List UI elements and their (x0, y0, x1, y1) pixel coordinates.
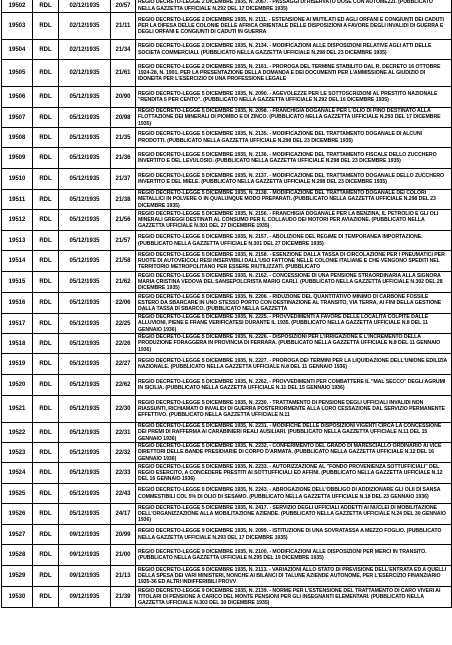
act-date: 09/12/1935 (59, 545, 111, 566)
table-row (2, 314, 452, 334)
act-type: RDL (33, 87, 59, 108)
act-type: RDL (33, 463, 59, 484)
act-code: 21/35 (111, 128, 136, 148)
act-date: 05/12/1935 (59, 375, 111, 396)
act-date: 05/12/1935 (59, 354, 111, 375)
act-code: 22/33 (111, 463, 136, 484)
act-code: 20/57 (111, 0, 136, 13)
act-code: 22/43 (111, 484, 136, 504)
act-type: RDL (33, 128, 59, 148)
table-row (2, 396, 452, 423)
act-description: REGIO DECRETO-LEGGE 5 DICEMBRE 1935, N. 2225. - PROVVEDIMENTI A FAVORE DELLE LOCALITA COLPITE DALLE ALLUVIONI, PIENE E FRANE VERIFICATESI DURANTE IL 1935. (PUBBLICATO NELLA GAZZETTA UFFICIALE N.8 DEL 11 GENNAIO 1936) (136, 314, 452, 334)
act-type: RDL (33, 251, 59, 272)
act-code: 21/36 (111, 148, 136, 169)
act-date: 09/12/1935 (59, 566, 111, 587)
act-type: RDL (33, 587, 59, 608)
act-type: RDL (33, 566, 59, 587)
act-date: 05/12/1935 (59, 463, 111, 484)
record-number: 19528 (2, 545, 33, 566)
record-number: 19523 (2, 443, 33, 463)
act-description: REGIO DECRETO-LEGGE 5 DICEMBRE 1935, N. 2136. - MODIFICAZIONE DEL TRATTAMENTO FISCALE DELLO ZUCCHERO INVERTITO E DEL LEVULOSIO. (PUBBLICATO NELLA GAZZETTA UFFICIALE N.298 DEL 23 DICEMBRE 1935) (136, 148, 452, 169)
table-row (2, 545, 452, 566)
act-type: RDL (33, 108, 59, 128)
record-number: 19519 (2, 354, 33, 375)
decree-table (1, 0, 452, 608)
table-row (2, 354, 452, 375)
act-code: 21/00 (111, 545, 136, 566)
act-date: 05/12/1935 (59, 423, 111, 443)
act-code: 20/98 (111, 108, 136, 128)
record-number: 19504 (2, 40, 33, 60)
act-date: 05/12/1935 (59, 443, 111, 463)
act-description: REGIO DECRETO-LEGGE 9 DICEMBRE 1935, N. 2099. - ISTITUZIONE DI UNA SOVRATASSA A MEZZO FOGLIO. (PUBBLICATO NELLA GAZZETTA UFFICIALE N.293 DEL 17 DICEMBRE 1935) (136, 525, 452, 545)
act-description: REGIO DECRETO-LEGGE 9 DICEMBRE 1935, N. 2139. - NORME PER L'ESTENSIONE DEL TRATTAMENTO DI CARO VIVERI AI TITOLARI DI PENSIONE A CARICO DEL MONTE PENSIONI PER GLI INSEGNANTI ELEMENTARI. (PUBBLICATO NELLA GAZZETTA UFFICIALE N.303 DEL 30 DICEMBRE 1935) (136, 587, 452, 608)
act-type: RDL (33, 272, 59, 293)
act-description: REGIO DECRETO-LEGGE 5 DICEMBRE 1935, N. 2090. - AGEVOLEZZE PER LE SOTTOSCRIZIONI AL PRESTITO NAZIONALE "RENDITA 5 PER CENTO". (PUBBLICATO NELLA GAZZETTA UFFICIALE N.292 DEL 16 DICEMBRE 1935) (136, 87, 452, 108)
act-description: REGIO DECRETO-LEGGE 5 DICEMBRE 1935, N. 2157. - ABOLIZIONE DEL REGIME DI TEMPORANEA IMPORTAZIONE. (PUBBLICATO NELLA GAZZETTA UFFICIALE N.301 DEL 27 DICEMBRE 1935) (136, 231, 452, 251)
record-number: 19516 (2, 293, 33, 314)
act-code: 22/31 (111, 423, 136, 443)
table-row (2, 484, 452, 504)
record-number: 19507 (2, 108, 33, 128)
table-row (2, 40, 452, 60)
record-number: 19502 (2, 0, 33, 13)
act-code: 21/57 (111, 231, 136, 251)
record-number: 19524 (2, 463, 33, 484)
table-row (2, 334, 452, 354)
act-date: 05/12/1935 (59, 210, 111, 231)
table-row (2, 463, 452, 484)
act-type: RDL (33, 334, 59, 354)
act-date: 02/12/1935 (59, 60, 111, 87)
act-description: REGIO DECRETO-LEGGE 5 DICEMBRE 1935, N. 2158. - ESENZIONE DALLA TASSA DI CIRCOLAZIONE PER I PNEUMATICI PER RUOTE DI AUTOVEICOLI RESI INSERVIBILI DALL'USO FATTONE NELLE COLONIE ITALIANE E CHE VENGONO SPEDITI NEL TERRITORIO METROPOLITANO PER ESSERE RIUTILIZZATI. (PUBBLICATO (136, 251, 452, 272)
act-description: REGIO DECRETO-LEGGE 2 DICEMBRE 1935, N. 2111. - ESTENSIONE AI MUTILATI ED AGLI ORFANI E CONGIUNTI DEI CADUTI PER LA DIFESA DELLE COLONIE DELLE AFRICA ORIENTALE DELLE DISPOSIZIONI A FAVORE DEGLI INVALIDI DI GUERRA E DEGLI ORFANI E CONGIUNTI DI CADUTI IN GUERRA (136, 13, 452, 40)
record-number: 19514 (2, 251, 33, 272)
table-row (2, 587, 452, 608)
act-date: 05/12/1935 (59, 128, 111, 148)
act-description: REGIO DECRETO-LEGGE 5 DICEMBRE 1935, N. 2226. - DISPOSIZIONI PER L'IRRIGAZIONE E L'INCREMENTO DELLA PRODUZIONE FORAGGERA IN PROVINCIA DI FERRARA. (PUBBLICATO NELLA GAZZETTA UFFICIALE N.8 DEL 11 GENNAIO 1936) (136, 334, 452, 354)
record-number: 19529 (2, 566, 33, 587)
act-code: 21/38 (111, 190, 136, 210)
act-code: 22/62 (111, 375, 136, 396)
act-date: 09/12/1935 (59, 525, 111, 545)
act-description: REGIO DECRETO-LEGGE 5 DICEMBRE 1935, N. 2227. - PROROGA DEI TERMINI PER LA LIQUIDAZIONE DELL'UNIONE EDILIZIA NAZIONALE. (PUBBLICATO NELLA GAZZETTA UFFICIALE N.8 DEL 11 GENNAIO 1936) (136, 354, 452, 375)
act-date: 05/12/1935 (59, 190, 111, 210)
act-date: 05/12/1935 (59, 87, 111, 108)
table-row (2, 566, 452, 587)
act-code: 21/34 (111, 40, 136, 60)
table-row (2, 13, 452, 40)
act-type: RDL (33, 231, 59, 251)
act-date: 05/12/1935 (59, 314, 111, 334)
act-type: RDL (33, 148, 59, 169)
table-row (2, 272, 452, 293)
act-type: RDL (33, 484, 59, 504)
table-row (2, 525, 452, 545)
record-number: 19527 (2, 525, 33, 545)
act-type: RDL (33, 375, 59, 396)
record-number: 19510 (2, 169, 33, 190)
act-code: 21/56 (111, 210, 136, 231)
table-row (2, 231, 452, 251)
record-number: 19522 (2, 423, 33, 443)
record-number: 19518 (2, 334, 33, 354)
act-code: 22/26 (111, 334, 136, 354)
act-description: REGIO DECRETO-LEGGE 5 DICEMBRE 1935, N. 2156. - FRANCHIGIA DOGANALE PER LA BENZINA, IL PETROLIO E GLI OLI MINERALI GREGGI DESTINATI AL CONSUMO PER IL COLLAUDO DEI MOTORI PER AVIAZIONE. (PUBBLICATO NELLA GAZZETTA UFFICIALE N.301 DEL 27 DICEMBRE 1935) (136, 210, 452, 231)
act-date: 05/12/1935 (59, 396, 111, 423)
act-type: RDL (33, 354, 59, 375)
record-number: 19508 (2, 128, 33, 148)
record-number: 19525 (2, 484, 33, 504)
record-number: 19517 (2, 314, 33, 334)
record-number: 19515 (2, 272, 33, 293)
act-description: REGIO DECRETO-LEGGE 5 DICEMBRE 1935, N. 2137. - MODIFICAZIONE DEL TRATTAMENTO DOGANALE DELLO ZUCCHERO INVERTITO E DEL MIELE. (PUBBLICATO NELLA GAZZETTA UFFICIALE N.298 DEL 23 DICEMBRE 1935) (136, 169, 452, 190)
record-number: 19513 (2, 231, 33, 251)
table-row (2, 210, 452, 231)
table-row (2, 60, 452, 87)
record-number: 19503 (2, 13, 33, 40)
table-row (2, 87, 452, 108)
act-description: REGIO DECRETO-LEGGE 5 DICEMBRE 1935, N. 2138. - MODIFICAZIONE DEL TRATTAMENTO DOGANALE DEI COLORI METALLICI IN POLVERE O IN QUALUNQUE MODO PREPARATI. (PUBBLICATO NELLA GAZZETTA UFFICIALE N.298 DEL 23 DICEMBRE 1935) (136, 190, 452, 210)
table-row (2, 443, 452, 463)
act-type: RDL (33, 293, 59, 314)
act-description: REGIO DECRETO-LEGGE 9 DICEMBRE 1935, N. 2113. - VARIAZIONI ALLO STATO DI PREVISIONE DELL'ENTRATA ED A QUELLI DELLA SPESA DEI VARI MINISTERI, NONCHE AI BILANCI DI TALUNE AZIENDE AUTONOME, PER L'ESERCIZIO FINANZIARIO 1935-36 ED ALTRI INDIFFERIBILI PROVV (136, 566, 452, 587)
record-number: 19530 (2, 587, 33, 608)
act-code: 22/27 (111, 354, 136, 375)
act-description: REGIO DECRETO-LEGGE 5 DICEMBRE 1935, N. 2135. - MODIFICAZIONE DEL TRATTAMENTO DOGANALE DI ALCUNI PRODOTTI. (PUBBLICATO NELLA GAZZETTA UFFICIALE N.298 DEL 23 DICEMBRE 1935) (136, 128, 452, 148)
act-code: 21/61 (111, 60, 136, 87)
act-type: RDL (33, 545, 59, 566)
record-number: 19520 (2, 375, 33, 396)
table-row (2, 251, 452, 272)
act-date: 05/12/1935 (59, 251, 111, 272)
act-description: REGIO DECRETO-LEGGE 2 DICEMBRE 1935, N. 2067. - PASSAGGI DI RISERVATO DOSE CON AUTOMEZZI. (PUBBLICATO NELLA GAZZETTA UFFICIALE N.292 DEL 17 DICEMBRE 1935) (136, 0, 452, 13)
table-row (2, 293, 452, 314)
act-code: 22/25 (111, 314, 136, 334)
act-type: RDL (33, 190, 59, 210)
act-code: 21/58 (111, 251, 136, 272)
act-description: REGIO DECRETO-LEGGE 5 DICEMBRE 1935, N. 2233. - AUTORIZZAZIONE AL "FONDO PROVENIENZA SOTTUFFICIALI" DEL REGIO ESERCITO, A CONCEDERE PRESTITI AI SOTTUFFICIALI ED AFFINI. (PUBBLICATO NELLA GAZZETTA UFFICIALE N.12 DEL 16 GENNAIO 1936) (136, 463, 452, 484)
act-type: RDL (33, 525, 59, 545)
record-number: 19505 (2, 60, 33, 87)
act-date: 05/12/1935 (59, 108, 111, 128)
act-description: REGIO DECRETO-LEGGE 5 DICEMBRE 1935, N. 2243. - ABROGAZIONE DELL'OBBLIGO DI ADDIZIONARE GLI OLII DI SANSA COMMESTIBILI COL 5% DI OLIO DI SESAMO. (PUBBLICATO NELLA GAZZETTA UFFICIALE N.18 DEL 23 GENNAIO 1936) (136, 484, 452, 504)
act-code: 20/99 (111, 525, 136, 545)
table-row (2, 0, 452, 13)
act-description: REGIO DECRETO-LEGGE 5 DICEMBRE 1935, N. 2230. - TRATTAMENTO DI PENSIONE DEGLI UFFICIALI INVALIDI NON RIASSUNTI, RICHIAMATI O INVALIDI DI GUERRA POSTERIORMENTE ALLA LORO CESSAZIONE DAL SERVIZIO PERMANENTE EFFETTIVO. (PUBBLICATO NELLA GAZZETTA UFFICIALE N.11 (136, 396, 452, 423)
act-description: REGIO DECRETO-LEGGE 2 DICEMBRE 1935, N. 2134. - MODIFICAZIONI ALLE DISPOSIZIONI RELATIVE AGLI ATTI DELLE SOCIETA COMMERCIALI. (PUBBLICATO NELLA GAZZETTA UFFICIALE N.298 DEL 23 DICEMBRE 1935) (136, 40, 452, 60)
act-type: RDL (33, 169, 59, 190)
act-date: 05/12/1935 (59, 169, 111, 190)
act-description: REGIO DECRETO-LEGGE 5 DICEMBRE 1935, N. 2417. - SERVIZIO DEGLI UFFICIALI ADDETTI AI NUCLEI DI MOBILITAZIONE DELL'ORGANIZZAZIONE ALLA MOBILITAZIONE AZIENDE. (PUBBLICATO NELLA GAZZETTA UFFICIALE N.24 DEL 30 GENNAIO 1936) (136, 504, 452, 525)
record-number: 19506 (2, 87, 33, 108)
act-type: RDL (33, 423, 59, 443)
record-number: 19509 (2, 148, 33, 169)
act-type: RDL (33, 504, 59, 525)
act-type: RDL (33, 443, 59, 463)
act-type: RDL (33, 210, 59, 231)
act-code: 20/90 (111, 87, 136, 108)
table-row (2, 504, 452, 525)
table-row (2, 128, 452, 148)
act-description: REGIO DECRETO-LEGGE 2 DICEMBRE 1935, N. 2161. - PROROGA DEL TERMINE STABILITO DAL R. DECRETO 16 OTTOBRE 1924-28, N. 1901, PER LA PRESENTAZIONE DELLA DOMANDA E DEI DOCUMENTI PER L'AMMISSIONE AL GIUDIZIO DI IDONEITA PER L'ESERCIZIO DI UNA PROFESSIONE LEGALE (136, 60, 452, 87)
act-date: 05/12/1935 (59, 231, 111, 251)
act-code: 22/06 (111, 293, 136, 314)
record-number: 19512 (2, 210, 33, 231)
act-description: REGIO DECRETO-LEGGE 5 DICEMBRE 1935, N. 2232. - CONFERIMENTO DEL GRADO DI MARESCIALLO ORDINARIO AI VICE DIRETTORI DELLE BANDE PRESIDIARIE DI CORPO D'ARMATA. (PUBBLICATO NELLA GAZZETTA UFFICIALE N.12 DEL 16 GENNAIO 1936) (136, 443, 452, 463)
table-row (2, 169, 452, 190)
decree-table-body (2, 0, 452, 608)
act-date: 05/12/1935 (59, 504, 111, 525)
act-date: 09/12/1935 (59, 587, 111, 608)
act-date: 02/12/1935 (59, 13, 111, 40)
table-row (2, 423, 452, 443)
act-code: 24/17 (111, 504, 136, 525)
act-description: REGIO DECRETO-LEGGE 5 DICEMBRE 1935, N. 2098. - FRANCHIGIA DOGANALE PER L'OLIO DI PINO DESTINATO ALLA FLOTTAZIONE DEI MINERALI DI PIOMBO E DI ZINCO. (PUBBLICATO NELLA GAZZETTA UFFICIALE N.293 DEL 17 DICEMBRE 1935) (136, 108, 452, 128)
act-date: 02/12/1935 (59, 0, 111, 13)
act-date: 05/12/1935 (59, 334, 111, 354)
act-code: 21/13 (111, 566, 136, 587)
record-number: 19511 (2, 190, 33, 210)
table-row (2, 190, 452, 210)
act-type: RDL (33, 60, 59, 87)
act-type: RDL (33, 396, 59, 423)
table-row (2, 375, 452, 396)
act-description: REGIO DECRETO-LEGGE 5 DICEMBRE 1935, N. 2162. - CONCESSIONE DI UNA PENSIONE STRAORDINARIA ALLA SIGNORA MARIA CRISTINA VEDOVA DEL SANSEPOLCRISTA MARIO CARLI. (PUBBLICATO NELLA GAZZETTA UFFICIALE N.302 DEL 28 DICEMBRE 1935) (136, 272, 452, 293)
act-date: 02/12/1935 (59, 40, 111, 60)
act-code: 21/37 (111, 169, 136, 190)
act-type: RDL (33, 13, 59, 40)
act-description: REGIO DECRETO-LEGGE 9 DICEMBRE 1935, N. 2100. - MODIFICAZIONI ALLE DISPOSIZIONI PER MERCI IN TRANSITO. (PUBBLICATO NELLA GAZZETTA UFFICIALE N.295 DEL 19 DICEMBRE 1935) (136, 545, 452, 566)
record-number: 19521 (2, 396, 33, 423)
act-date: 05/12/1935 (59, 272, 111, 293)
act-code: 22/32 (111, 443, 136, 463)
table-row (2, 108, 452, 128)
act-type: RDL (33, 40, 59, 60)
act-description: REGIO DECRETO-LEGGE 5 DICEMBRE 1935, N. 2206. - RIDUZIONE DEL QUANTITATIVO MINIMO DI CARBONE FOSSILE ESTERO DA SBARCARE IN UNO STESSO PORTO CON DESTINAZIONE AL TRANSITO, VIA TERRA, AI FINI DELLA GESTIONE DALLA TASSA DI SBARCO. (PUBBLICATO NELLA GAZZETTA (136, 293, 452, 314)
act-type: RDL (33, 314, 59, 334)
act-date: 05/12/1935 (59, 148, 111, 169)
act-code: 21/11 (111, 13, 136, 40)
act-date: 05/12/1935 (59, 484, 111, 504)
act-code: 21/39 (111, 587, 136, 608)
act-code: 22/30 (111, 396, 136, 423)
record-number: 19526 (2, 504, 33, 525)
act-code: 21/62 (111, 272, 136, 293)
table-row (2, 148, 452, 169)
act-description: REGIO DECRETO-LEGGE 5 DICEMBRE 1935, N. 2231. - MODIFICHE DELLE DISPOSIZIONI VIGENTI CIRCA LA CONCESSIONE DEI PREMI DI RAFFERMA AI CARABINIERI REALI AUSILIARI. (PUBBLICATO NELLA GAZZETTA UFFICIALE N.11 DEL 15 GENNAIO 1936) (136, 423, 452, 443)
act-type: RDL (33, 0, 59, 13)
act-description: REGIO DECRETO-LEGGE 5 DICEMBRE 1935, N. 2262. - PROVVEDIMENTI PER COMBATTERE IL "MAL SECCO" DEGLI AGRUMI IN SICILIA. (PUBBLICATO NELLA GAZZETTA UFFICIALE N.11 DEL 15 GENNAIO 1936) (136, 375, 452, 396)
act-date: 05/12/1935 (59, 293, 111, 314)
